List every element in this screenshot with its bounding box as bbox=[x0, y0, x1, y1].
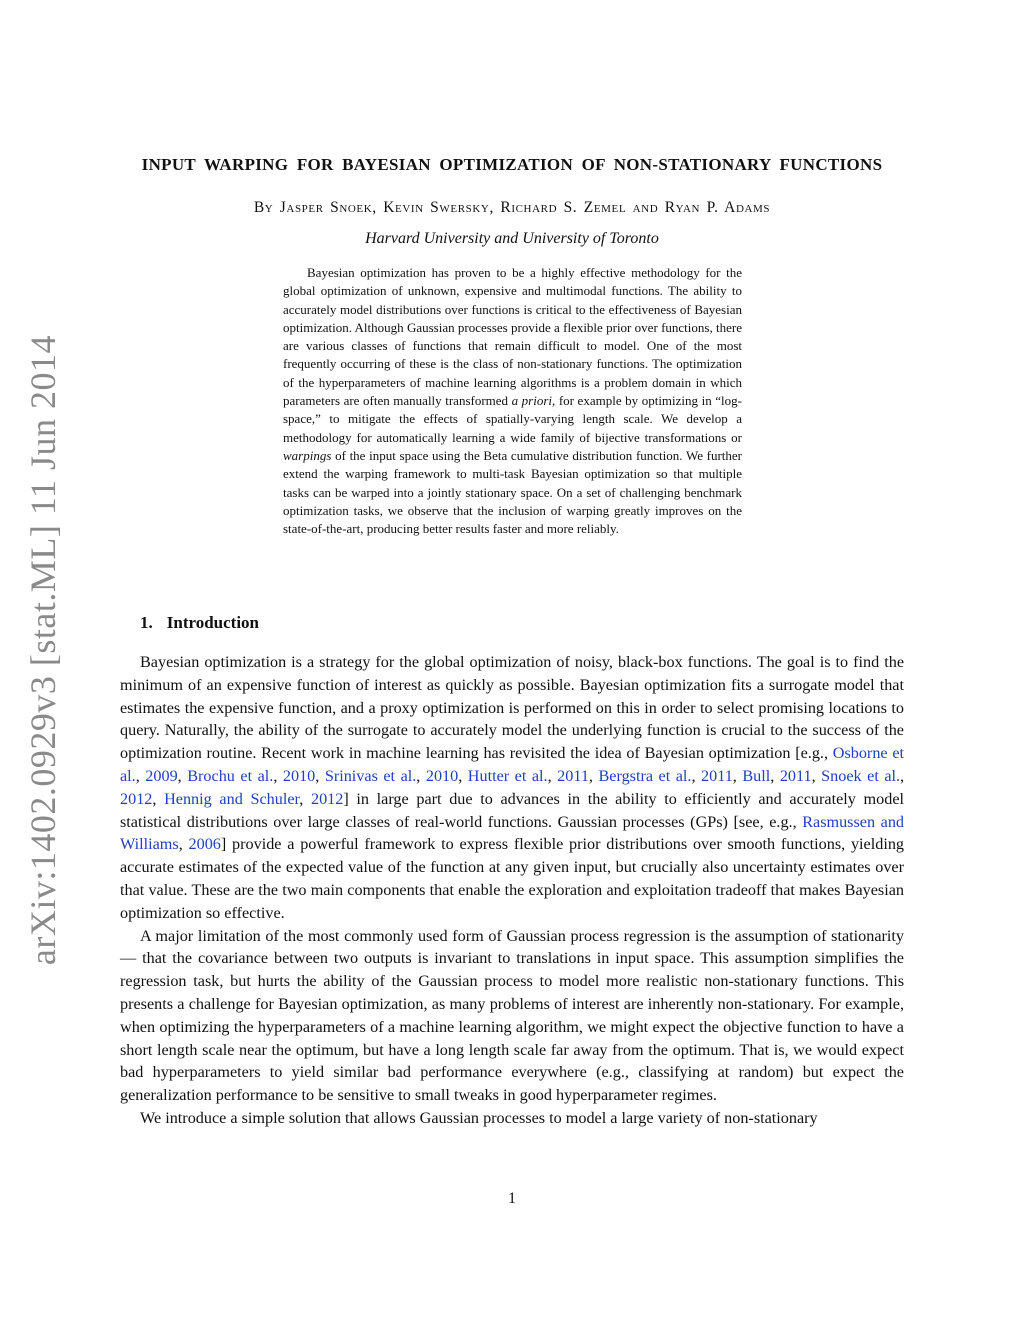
body-text bbox=[120, 651, 904, 1130]
paragraph: Bayesian optimization is a strategy for the global optimization of noisy, black-box functions. The goal is to find the minimum of an expensive function of interest as quickly as possible. Bayesian optimization fits a surrogate model that estimates the expensive function, and a proxy optimization is performed on this in order to select promising locations to query. Naturally, the ability of the surrogate to accurately model the underlying function is crucial to the success of the optimization routine. Recent work in machine learning has revisited the idea of Bayesian optimization [e.g., Osborne et al., 2009, Brochu et al., 2010, Srinivas et al., 2010, Hutter et al., 2011, Bergstra et al., 2011, Bull, 2011, Snoek et al., 2012, Hennig and Schuler, 2012] in large part due to advances in the ability to efficiently and accurately model statistical distributions over large classes of real-world functions. Gaussian processes (GPs) [see, e.g., Rasmussen and Williams, 2006] provide a powerful framework to express flexible prior distributions over smooth functions, yielding accurate estimates of the expected value of the function at any given input, but crucially also uncertainty estimates over that value. These are the two main components that enable the exploration and exploitation tradeoff that makes Bayesian optimization so effective. bbox=[120, 653, 905, 922]
affiliation: Harvard University and University of Toronto bbox=[365, 230, 659, 247]
citation-year-link[interactable]: 2011 bbox=[701, 766, 733, 785]
citation-link[interactable]: Brochu et al. bbox=[187, 766, 274, 785]
abstract-emphasis: a priori bbox=[511, 393, 553, 409]
citation-link[interactable]: Snoek et al. bbox=[821, 766, 901, 785]
citation-year-link[interactable]: 2010 bbox=[282, 766, 316, 785]
citation-link[interactable]: Rasmussen and Williams bbox=[120, 812, 905, 854]
abstract-text: of the input space using the Beta cumulative distribution function. We further extend the warping framework to multi-task Bayesian optimization so that multiple tasks can be warped into a jointly stationary space. On a set of challenging benchmark optimization tasks, we observe that the inclusion of warping greatly improves on the state-of-the-art, producing better results faster and more reliably. bbox=[283, 447, 742, 537]
citation-year-link[interactable]: 2012 bbox=[120, 789, 153, 808]
citation-link[interactable]: Srinivas et al. bbox=[324, 766, 417, 785]
abstract-text: , for example by optimizing in “log-space,” to mitigate the effects of spatially-varying length scale. We develop a methodology for automatically learning a wide family of bijective transformations or bbox=[283, 393, 742, 445]
abstract-paragraph bbox=[283, 264, 742, 538]
paragraph-text: ] in large part due to advances in the ability to efficiently and accurately model statistical distributions over large classes of real-world functions. Gaussian processes (GPs) [see, e.g., bbox=[120, 789, 905, 831]
abstract-emphasis: warpings bbox=[283, 447, 332, 463]
paragraph: A major limitation of the most commonly used form of Gaussian process regression is the assumption of stationarity — that the covariance between two outputs is invariant to translations in input space. This assumption simplifies the regression task, but hurts the ability of the Gaussian process to model more realistic non-stationary functions. This presents a challenge for Bayesian optimization, as many problems of interest are inherently non-stationary. For example, when optimizing the hyperparameters of a machine learning algorithm, we might expect the objective function to have a short length scale near the optimum, but have a long length scale far away from the optimum. That is, we would expect bad hyperparameters to yield similar bad performance everywhere (e.g., classifying at random) but expect the generalization performance to be sensitive to small tweaks in good hyperparameter regimes. bbox=[120, 926, 904, 1105]
section-title: Introduction bbox=[166, 613, 260, 632]
paragraph: We introduce a simple solution that allows Gaussian processes to model a large variety of non-stationary bbox=[140, 1108, 818, 1127]
section-number: 1. bbox=[140, 613, 153, 632]
paragraph-text: Bayesian optimization is a strategy for the global optimization of noisy, black-box functions. The goal is to find the minimum of an expensive function of interest as quickly as possible. Bayesian optimization fits a surrogate model that estimates the expensive function, and a proxy optimization is performed on this in order to select promising locations to query. Naturally, the ability of the surrogate to accurately model the underlying function is crucial to the success of the optimization routine. Recent work in machine learning has revisited the idea of Bayesian optimization [e.g., bbox=[120, 653, 904, 763]
citation-link[interactable]: Hennig and Schuler bbox=[164, 789, 300, 808]
author-list: By Jasper Snoek, Kevin Swersky, Richard S. Zemel and Ryan P. Adams bbox=[253, 199, 771, 216]
citation-year-link[interactable]: 2012 bbox=[310, 789, 344, 808]
arxiv-identifier-text: arXiv:1402.0929v3 [stat.ML] 11 Jun 2014 bbox=[23, 334, 63, 966]
arxiv-identifier-stamp bbox=[21, 334, 65, 966]
abstract bbox=[283, 264, 742, 538]
section-heading bbox=[140, 613, 259, 633]
citation-link[interactable]: Hutter et al. bbox=[467, 766, 548, 785]
citation-year-link[interactable]: 2011 bbox=[779, 766, 812, 785]
citation-link[interactable]: Bergstra et al. bbox=[598, 766, 692, 785]
citation-year-link[interactable]: 2011 bbox=[557, 766, 589, 785]
abstract-text: Bayesian optimization has proven to be a highly effective methodology for the global optimization of unknown, expensive and multimodal functions. The ability to accurately model distributions over functions is critical to the effectiveness of Bayesian optimization. Although Gaussian processes provide a flexible prior over functions, there are various classes of functions that remain difficult to model. One of the most frequently occurring of these is the class of non-stationary functions. The optimization of the hyperparameters of machine learning algorithms is a problem domain in which parameters are often manually transformed bbox=[283, 265, 742, 409]
paragraph-text: ] provide a powerful framework to express flexible prior distributions over smooth functions, yielding accurate estimates of the expected value of the function at any given input, but crucially also uncertainty estimates over that value. These are the two main components that enable the exploration and exploitation tradeoff that makes Bayesian optimization so effective. bbox=[120, 835, 905, 922]
page-number: 1 bbox=[508, 1190, 516, 1207]
paper-title: INPUT WARPING FOR BAYESIAN OPTIMIZATION OF NON-STATIONARY FUNCTIONS bbox=[141, 155, 883, 174]
citation-link[interactable]: Bull bbox=[742, 766, 771, 785]
citation-link[interactable]: Osborne et al. bbox=[120, 744, 905, 785]
citation-year-link[interactable]: 2010 bbox=[425, 766, 459, 785]
citation-year-link[interactable]: 2006 bbox=[188, 835, 221, 854]
citation-year-link[interactable]: 2009 bbox=[145, 766, 178, 785]
